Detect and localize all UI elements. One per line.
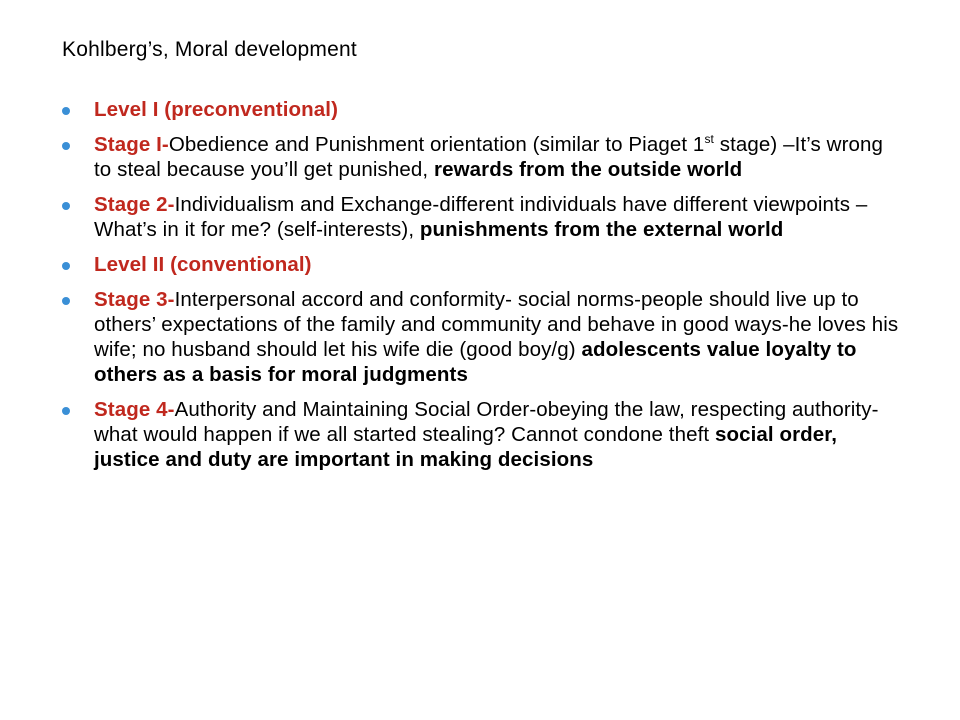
bullet-list	[0, 97, 960, 472]
stage-emphasis: punishments from the external world	[419, 218, 784, 241]
stage-emphasis: adolescents value loyalty to others as a basis for moral judgments	[94, 338, 857, 386]
stage-description-continued: stage) –It’s wrong to steal because you’ll get punished,	[94, 133, 884, 181]
stage-description: Individualism and Exchange-different individuals have different viewpoints –What’s in it for me? (self-interests),	[94, 193, 868, 241]
stage-description: Authority and Maintaining Social Order-obeying the law, respecting authority-what would happen if we all started stealing? Cannot condone theft	[94, 398, 879, 446]
bullet-dot-icon	[62, 262, 70, 270]
stage-label: Stage 4-	[94, 398, 175, 421]
bullet-dot-icon	[62, 407, 70, 415]
stage-emphasis: social order, justice and duty are important in making decisions	[94, 423, 838, 471]
stage-emphasis: rewards from the outside world	[434, 158, 743, 181]
bullet-dot-icon	[62, 142, 70, 150]
level-heading: Level I (preconventional)	[94, 98, 338, 121]
bullet-stage-3	[0, 287, 960, 387]
bullet-stage-1	[0, 132, 960, 182]
level-heading: Level II (conventional)	[94, 253, 312, 276]
bullet-dot-icon	[62, 297, 70, 305]
stage-description: Interpersonal accord and conformity- social norms-people should live up to others’ expectations of the family and community and behave in good ways-he loves his wife; no husband should let his wife die (good boy/g)	[94, 288, 899, 361]
stage-description: Obedience and Punishment orientation (similar to Piaget 1	[168, 133, 705, 156]
stage-label: Stage 3-	[94, 288, 175, 311]
bullet-dot-icon	[62, 107, 70, 115]
stage-label: Stage 2-	[94, 193, 175, 216]
ordinal-superscript: st	[704, 132, 714, 147]
bullet-level-2	[0, 252, 960, 277]
slide-title: Kohlberg’s, Moral development	[62, 38, 357, 61]
bullet-dot-icon	[62, 202, 70, 210]
stage-label: Stage I-	[94, 133, 169, 156]
bullet-level-1	[0, 97, 960, 122]
bullet-stage-4	[0, 397, 960, 472]
bullet-stage-2	[0, 192, 960, 242]
